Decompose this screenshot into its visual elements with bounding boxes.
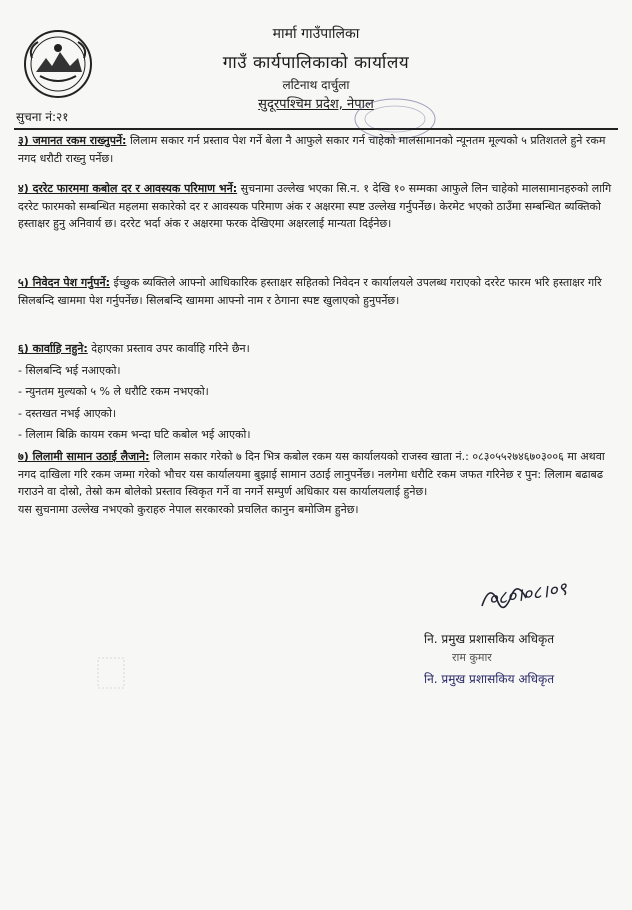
section-6-heading: ६) कार्वाहि नहुने: — [18, 342, 88, 355]
section-7 — [18, 448, 614, 518]
faint-stamp-icon — [96, 656, 126, 690]
section-5-heading: ५) निवेदन पेश गर्नुपर्ने: — [18, 276, 111, 289]
section-7-heading: ७) लिलामी सामान उठाई लैजाने: — [18, 450, 150, 463]
officer-name: राम कुमार — [452, 651, 492, 664]
notice-number: सुचना नं:२१ — [16, 110, 69, 124]
section-5 — [18, 274, 614, 309]
section-6-text: देहाएका प्रस्ताव उपर कार्वाहि गरिने छैन। — [87, 342, 250, 355]
section-4-heading: ४) दररेट फारममा कबोल दर र आवस्यक परिमाण भर्ने: — [18, 182, 238, 195]
list-item: - न्युनतम मुल्यको ५ % ले धरौटि रकम नभएको। — [18, 385, 209, 399]
section-3 — [18, 132, 614, 167]
list-item: - लिलाम बिक्रि कायम रकम भन्दा घटि कबोल भई आएको। — [18, 428, 251, 442]
section-7-text: लिलाम सकार गरेको ७ दिन भित्र कबोल रकम यस कार्यालयको राजस्व खाता नं.: ०८३०५५२७४६७०३००६ मा अथवा नगद दाखिला गरि रकम जम्मा गरेको भौचर यस कार्यालयमा बुझाई सामान उठाई लानुपर्नेछ। नलगेमा धरौटि रकम जफत गरिनेछ र पुन: लिलाम बढाबढ गराउने वा दोस्रो, तेस्रो कम बोलेको प्रस्ताव स्विकृत गर्ने वा नगर्ने सम्पुर्ण अधिकार यस कार्यालयलाई हुनेछ। — [18, 450, 605, 499]
section-4-text: सुचनामा उल्लेख भएका सि.न. १ देखि १० सम्मका आफुले लिन चाहेको मालसामानहरुको लागि दररेट फारमको सम्बन्धित महलमा सकारेको दर र आवस्यक परिमाण अंक र अक्षरमा स्पष्ट उल्लेख गर्नुपर्नेछ। केरमेट भएको ठाउँमा सम्बन्धित ब्यक्तिको हस्ताक्षर हुनु अनिवार्य छ। दररेट भर्दा अंक र अक्षरमा फरक देखिएमा अक्षरलाई मान्यता दिईनेछ। — [18, 182, 612, 231]
municipality-name: मार्मा गाउँपालिका — [272, 26, 360, 42]
header-divider — [14, 128, 618, 130]
office-name: गाउँ कार्यपालिकाको कार्यालय — [222, 53, 410, 73]
officer-title-stamp: नि. प्रमुख प्रशासकिय अधिकृत — [424, 672, 555, 686]
closing-statement: यस सुचनामा उल्लेख नभएको कुराहरु नेपाल सरकारको प्रचलित कानुन बमोजिम हुनेछ। — [18, 502, 359, 516]
section-3-text: लिलाम सकार गर्न प्रस्ताव पेश गर्ने बेला नै आफुले सकार गर्न चाहेको मालसामानको न्यूनतम मूल्यको ५ प्रतिशतले हुने रकम नगद धरौटी राख्नु पर्नेछ। — [18, 134, 606, 165]
signature-date: ०८०।०८।०९ — [486, 578, 569, 611]
section-3-heading: ३) जमानत रकम राख्नुपर्ने: — [18, 134, 127, 147]
section-4 — [18, 180, 614, 233]
province-name: सुदूरपश्चिम प्रदेश, नेपाल — [258, 97, 374, 112]
section-6 — [18, 340, 614, 444]
list-item: - दस्तखत नभई आएको। — [18, 406, 117, 420]
officer-title-printed: नि. प्रमुख प्रशासकिय अधिकृत — [424, 632, 555, 646]
list-item: - सिलबन्दि भई नआएको। — [18, 363, 121, 377]
section-5-text: ईच्छुक ब्यक्तिले आफ्नो आधिकारिक हस्ताक्षर सहितको निवेदन र कार्यालयले उपलब्ध गराएको दररेट फारम भरि हस्ताक्षर गरि सिलबन्दि खाममा पेश गर्नुपर्नेछ। सिलबन्दि खाममा आफ्नो नाम र ठेगाना स्पष्ट खुलाएको हुनुपर्नेछ। — [18, 276, 602, 307]
office-location: लटिनाथ दार्चुला — [282, 78, 350, 92]
